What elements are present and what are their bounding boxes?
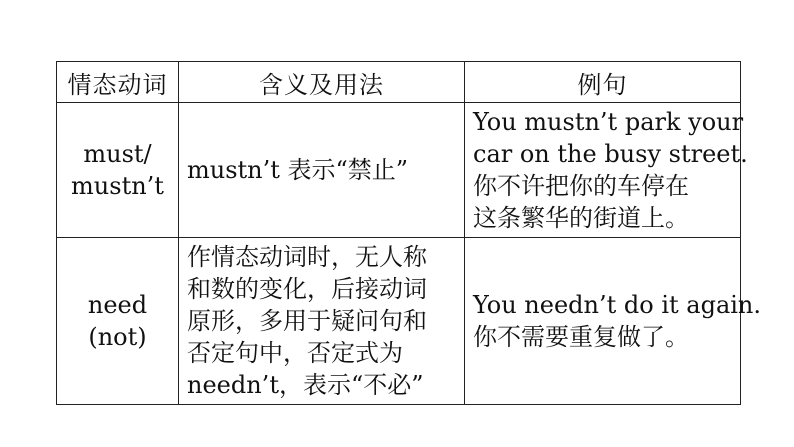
header-cell-example: 例句 [465, 62, 741, 103]
verb-line: must/ [83, 140, 152, 168]
usage-line: 原形，多用于疑问句和 [187, 307, 427, 335]
example-line: You needn’t do it again. [473, 291, 762, 319]
usage-cell [179, 238, 465, 405]
table-row [57, 103, 741, 238]
usage-line: 和数的变化，后接动词 [187, 275, 427, 303]
example-line: car on the busy street. [473, 140, 748, 168]
table-row [57, 238, 741, 405]
verb-line: (not) [88, 323, 147, 351]
usage-line: 作情态动词时，无人称 [187, 243, 427, 271]
example-line: 你不许把你的车停在 [473, 172, 689, 200]
example-cell [465, 103, 748, 238]
usage-line: needn’t，表示“不必” [187, 371, 424, 399]
verb-cell [57, 103, 179, 238]
usage-cell [179, 103, 465, 238]
verb-line: need [87, 291, 148, 319]
example-line: You mustn’t park your [473, 108, 744, 136]
verb-line: mustn’t [71, 172, 164, 200]
usage-line: 否定句中，否定式为 [187, 339, 403, 367]
example-line: 这条繁华的街道上。 [473, 204, 689, 232]
example-cell [465, 238, 762, 405]
header-row [57, 62, 741, 103]
example-line: 你不需要重复做了。 [473, 323, 689, 351]
header-cell-usage: 含义及用法 [179, 62, 465, 103]
verb-cell [57, 238, 179, 405]
modal-verbs-table [56, 61, 762, 405]
usage-line: mustn’t 表示“禁止” [187, 156, 409, 184]
header-cell-verb: 情态动词 [57, 62, 179, 103]
